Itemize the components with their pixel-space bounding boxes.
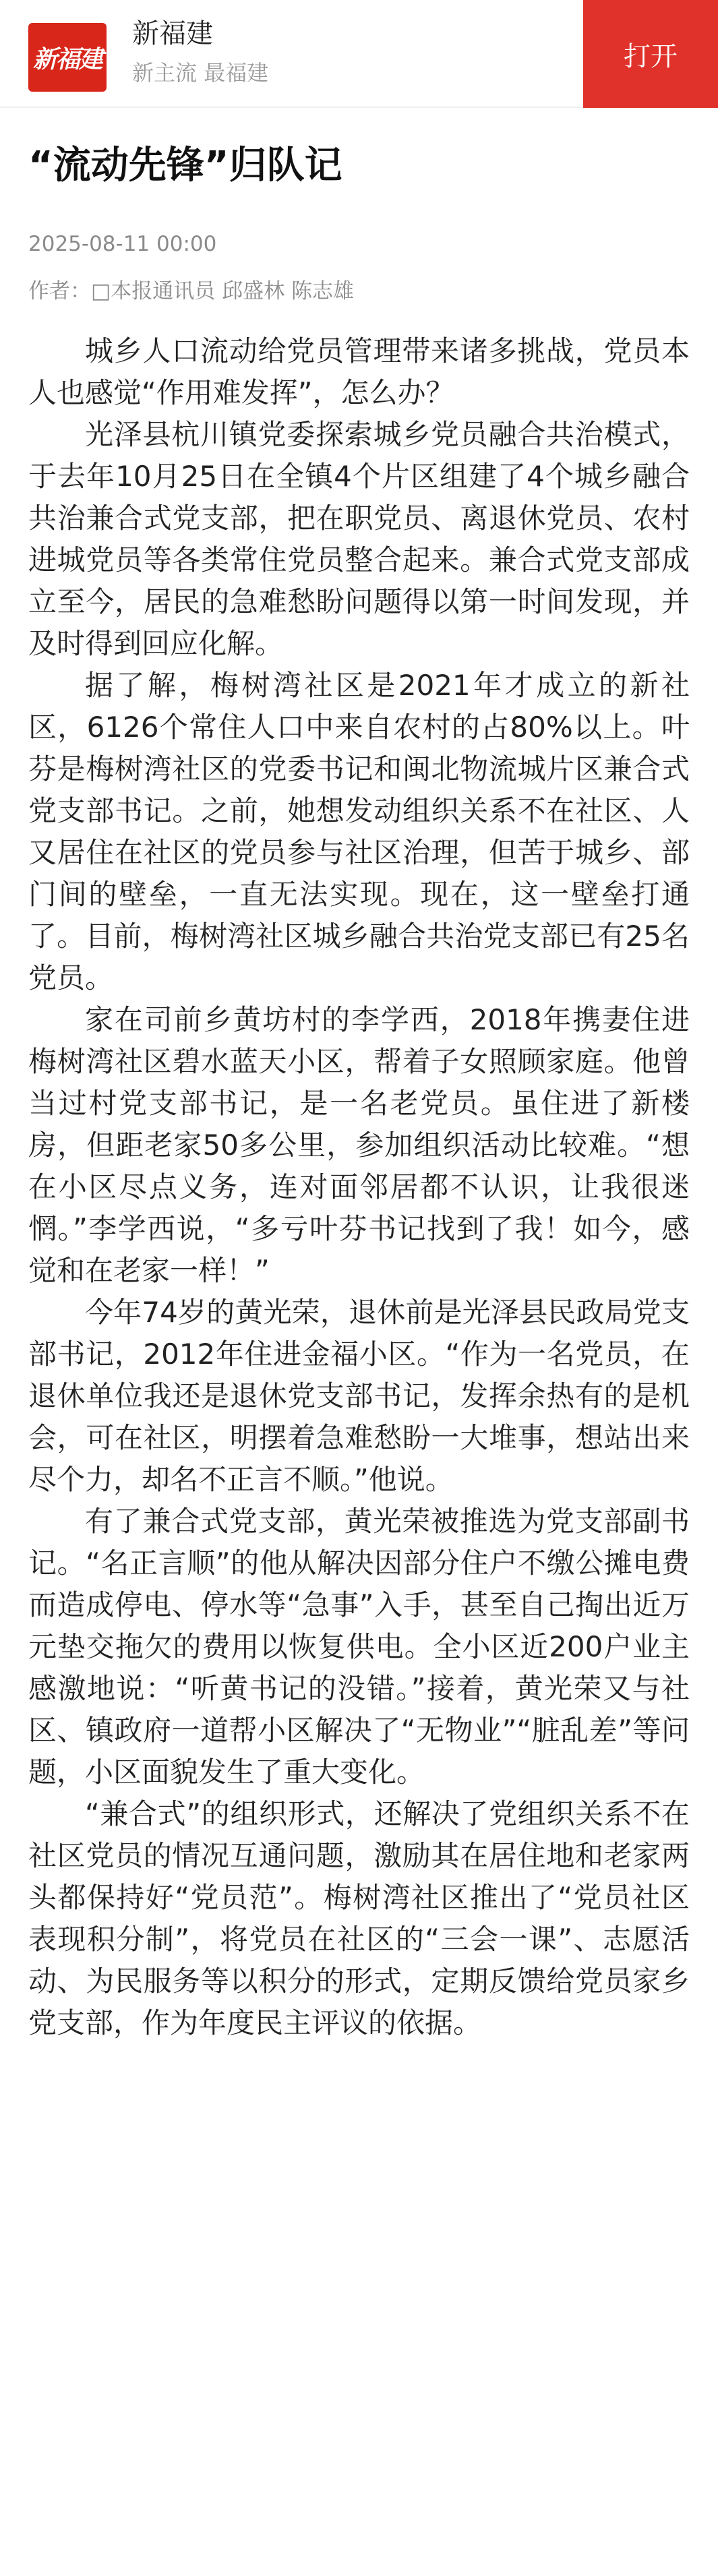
article-title: “流动先锋”归队记 — [28, 144, 342, 187]
article-paragraph: 家在司前乡黄坊村的李学西，2018年携妻住进梅树湾社区碧水蓝天小区，帮着子女照顾家庭。他曾当过村党支部书记，是一名老党员。虽住进了新楼房，但距老家50多公里，参加组织活动比较难。“想在小区尽点义务，连对面邻居都不认识，让我很迷惘。”李学西说，“多亏叶芬书记找到了我！如今，感觉和在老家一样！” — [28, 1003, 690, 1287]
app-logo-text: 新福建 — [32, 44, 102, 73]
article-paragraph: 城乡人口流动给党员管理带来诸多挑战，党员本人也感觉“作用难发挥”，怎么办？ — [28, 334, 690, 409]
article-paragraph: 今年74岁的黄光荣，退休前是光泽县民政局党支部书记，2012年住进金福小区。“作为一名党员，在退休单位我还是退休党支部书记，发挥余热有的是机会，可在社区，明摆着急难愁盼一大堆事，想站出来尽个力，却名不正言不顺。”他说。 — [28, 1296, 690, 1496]
app-download-banner — [0, 0, 718, 108]
article-paragraph: 光泽县杭川镇党委探索城乡党员融合共治模式，于去年10月25日在全镇4个片区组建了4个城乡融合共治兼合式党支部，把在职党员、离退休党员、农村进城党员等各类常住党员整合起来。兼合式党支部成立至今，居民的急难愁盼问题得以第一时间发现，并及时得到回应化解。 — [28, 418, 690, 660]
article-body — [28, 330, 690, 2044]
app-logo[interactable] — [28, 23, 107, 92]
article-paragraph: “兼合式”的组织形式，还解决了党组织关系不在社区党员的情况互通问题，激励其在居住地和老家两头都保持好“党员范”。梅树湾社区推出了“党员社区表现积分制”，将党员在社区的“三会一课”、志愿活动、为民服务等以积分的形式，定期反馈给党员家乡党支部，作为年度民主评议的依据。 — [28, 1797, 690, 2039]
open-app-button[interactable]: 打开 — [583, 0, 718, 108]
article-paragraph: 据了解，梅树湾社区是2021年才成立的新社区，6126个常住人口中来自农村的占80%以上。叶芬是梅树湾社区的党委书记和闽北物流城片区兼合式党支部书记。之前，她想发动组织关系不在社区、人又居住在社区的党员参与社区治理，但苦于城乡、部门间的壁垒，一直无法实现。现在，这一壁垒打通了。目前，梅树湾社区城乡融合共治党支部已有25名党员。 — [28, 669, 690, 994]
article-author: 作者：□本报通讯员 邱盛林 陈志雄 — [28, 279, 354, 303]
publish-date: 2025-08-11 00:00 — [28, 232, 217, 256]
app-slogan: 新主流 最福建 — [132, 60, 269, 86]
article-paragraph: 有了兼合式党支部，黄光荣被推选为党支部副书记。“名正言顺”的他从解决因部分住户不缴公摊电费而造成停电、停水等“急事”入手，甚至自己掏出近万元垫交拖欠的费用以恢复供电。全小区近200户业主感激地说：“听黄书记的没错。”接着，黄光荣又与社区、镇政府一道帮小区解决了“无物业”“脏乱差”等问题，小区面貌发生了重大变化。 — [28, 1505, 690, 1789]
app-name: 新福建 — [132, 18, 213, 49]
